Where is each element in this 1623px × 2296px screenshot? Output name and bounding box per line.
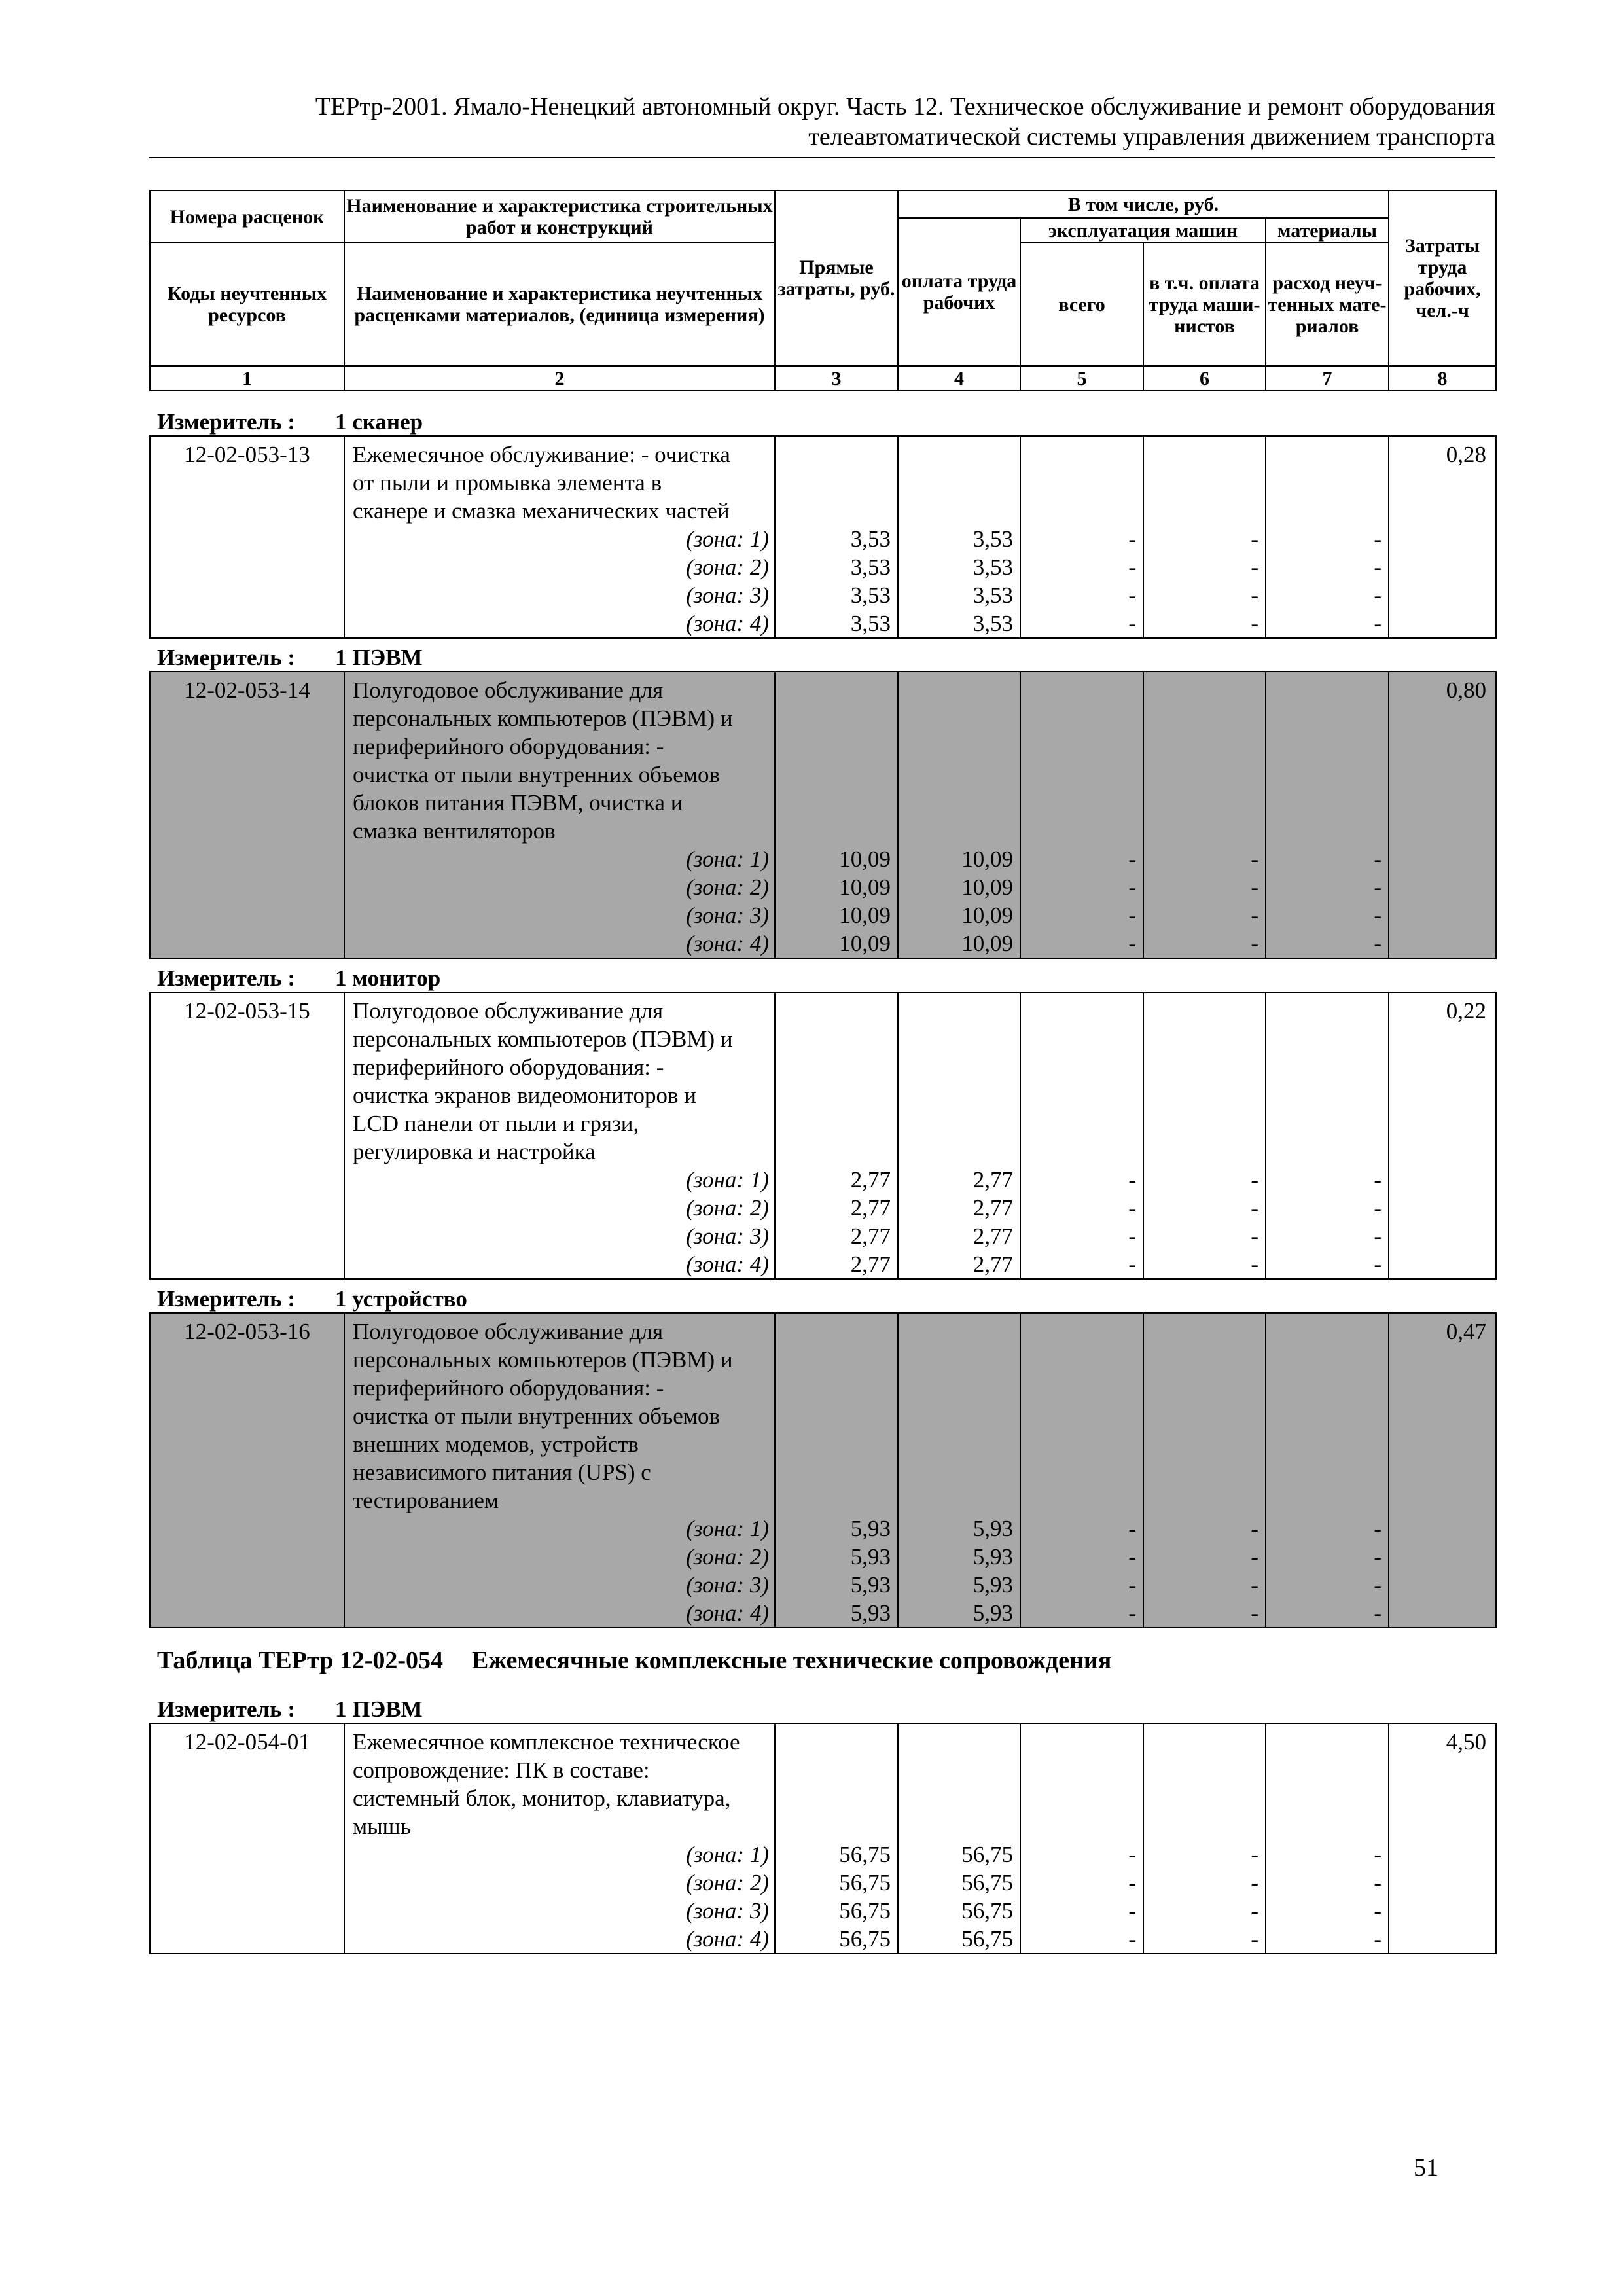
description-line: независимого питания (UPS) с	[353, 1460, 651, 1485]
machinist-pay-value: -	[1251, 874, 1258, 900]
description-line: Ежемесячное обслуживание: - очистка	[353, 442, 730, 467]
col-including: В том числе, руб.	[898, 190, 1389, 218]
machines-total	[1020, 1313, 1143, 1628]
description-line: периферийного оборудования: -	[353, 1375, 664, 1401]
rate-entry-table	[149, 671, 1497, 959]
zone-label: (зона: 2)	[686, 1195, 769, 1221]
direct-costs-value: 3,53	[850, 554, 891, 580]
description-line: внешних модемов, устройств	[353, 1431, 639, 1457]
measure-label: Измеритель :	[157, 1696, 296, 1722]
description-line: системный блок, монитор, клавиатура,	[353, 1785, 731, 1811]
direct-costs-value: 56,75	[839, 1926, 891, 1952]
direct-costs-value: 5,93	[850, 1544, 891, 1570]
machines-total	[1020, 992, 1143, 1279]
machines-total-value: -	[1128, 1926, 1136, 1952]
description-line: персональных компьютеров (ПЭВМ) и	[353, 706, 733, 731]
rate-entry-table	[149, 992, 1497, 1280]
zone-label: (зона: 4)	[686, 1600, 769, 1626]
col-materials: материалы	[1266, 218, 1389, 243]
work-description	[344, 1313, 775, 1628]
machinist-pay-value: -	[1251, 583, 1258, 608]
material-use-value: -	[1374, 1223, 1382, 1249]
machines-total-value: -	[1128, 1898, 1136, 1924]
machinist-pay-value: -	[1251, 931, 1258, 956]
machines-total-value: -	[1128, 931, 1136, 956]
machines-total-value: -	[1128, 1870, 1136, 1895]
material-use-value: -	[1374, 554, 1382, 580]
machines-total-value: -	[1128, 1544, 1136, 1570]
zone-label: (зона: 2)	[686, 1870, 769, 1895]
machinist-pay-value: -	[1251, 1195, 1258, 1221]
material-use-value: -	[1374, 1516, 1382, 1541]
machines-total-value: -	[1128, 583, 1136, 608]
running-header-line-2: телеавтоматической системы управления движением транспорта	[808, 123, 1495, 151]
machinist-pay-value: -	[1251, 526, 1258, 552]
machinist-pay-value: -	[1251, 1898, 1258, 1924]
machinist-pay-value: -	[1251, 1926, 1258, 1952]
machines-total-value: -	[1128, 526, 1136, 552]
direct-costs-value: 56,75	[839, 1842, 891, 1867]
col-num-1: 1	[150, 366, 344, 391]
worker-pay-value: 3,53	[972, 583, 1013, 608]
description-line: очистка экранов видеомониторов и	[353, 1083, 696, 1108]
direct-costs-value: 5,93	[850, 1572, 891, 1598]
header-rule	[149, 157, 1495, 158]
machines-total-value: -	[1128, 554, 1136, 580]
material-use	[1266, 672, 1389, 958]
worker-pay-value: 56,75	[961, 1842, 1013, 1867]
col-num-5: 5	[1020, 366, 1143, 391]
material-use	[1266, 1313, 1389, 1628]
machines-total-value: -	[1128, 1223, 1136, 1249]
labor-costs: 4,50	[1389, 1723, 1496, 1954]
col-material-use: расход неуч-тенных мате-риалов	[1266, 243, 1389, 366]
material-use-value: -	[1374, 1870, 1382, 1895]
col-num-6: 6	[1143, 366, 1266, 391]
rate-code: 12-02-053-16	[150, 1313, 344, 1628]
description-line: Ежемесячное комплексное техническое	[353, 1729, 740, 1755]
measure-unit: 1 устройство	[335, 1286, 467, 1312]
zone-label: (зона: 1)	[686, 1842, 769, 1867]
table-title-name: Ежемесячные комплексные технические сопровождения	[472, 1647, 1112, 1674]
machinist-pay-value: -	[1251, 1251, 1258, 1277]
description-line: периферийного оборудования: -	[353, 1054, 664, 1080]
rate-code: 12-02-053-14	[150, 672, 344, 958]
direct-costs-value: 10,09	[839, 846, 891, 872]
machinist-pay	[1143, 992, 1266, 1279]
material-use	[1266, 992, 1389, 1279]
description-line: сопровождение: ПК в составе:	[353, 1757, 650, 1783]
rate-entry-table	[149, 1312, 1497, 1628]
running-header-line-1: ТЕРтр-2001. Ямало-Ненецкий автономный округ. Часть 12. Техническое обслуживание и ремонт оборудования	[315, 93, 1495, 120]
machinist-pay	[1143, 1723, 1266, 1954]
worker-pay	[898, 1313, 1020, 1628]
machines-total-value: -	[1128, 1516, 1136, 1541]
zone-label: (зона: 2)	[686, 874, 769, 900]
machines-total-value: -	[1128, 1572, 1136, 1598]
machinist-pay-value: -	[1251, 1167, 1258, 1193]
worker-pay-value: 56,75	[961, 1926, 1013, 1952]
material-use-value: -	[1374, 1842, 1382, 1867]
machinist-pay	[1143, 672, 1266, 958]
zone-label: (зона: 4)	[686, 931, 769, 956]
worker-pay-value: 5,93	[972, 1572, 1013, 1598]
labor-costs: 0,22	[1389, 992, 1496, 1279]
machinist-pay-value: -	[1251, 846, 1258, 872]
machines-total-value: -	[1128, 846, 1136, 872]
measure-label: Измеритель :	[157, 1286, 296, 1312]
material-use-value: -	[1374, 1926, 1382, 1952]
worker-pay	[898, 672, 1020, 958]
direct-costs-value: 2,77	[850, 1223, 891, 1249]
machines-total-value: -	[1128, 903, 1136, 928]
labor-costs: 0,28	[1389, 436, 1496, 638]
zone-label: (зона: 3)	[686, 1223, 769, 1249]
table-title	[157, 1646, 1111, 1675]
worker-pay-value: 56,75	[961, 1898, 1013, 1924]
worker-pay-value: 2,77	[972, 1251, 1013, 1277]
machines-total	[1020, 1723, 1143, 1954]
material-use	[1266, 1723, 1389, 1954]
zone-label: (зона: 3)	[686, 1572, 769, 1598]
table-title-code: Таблица ТЕРтр 12-02-054	[157, 1647, 444, 1674]
material-use-value: -	[1374, 1544, 1382, 1570]
worker-pay	[898, 436, 1020, 638]
worker-pay-value: 10,09	[961, 874, 1013, 900]
worker-pay-value: 3,53	[972, 526, 1013, 552]
material-use-value: -	[1374, 611, 1382, 636]
machinist-pay-value: -	[1251, 1842, 1258, 1867]
machines-total	[1020, 672, 1143, 958]
machinist-pay-value: -	[1251, 903, 1258, 928]
material-use-value: -	[1374, 526, 1382, 552]
worker-pay-value: 10,09	[961, 903, 1013, 928]
worker-pay-value: 3,53	[972, 554, 1013, 580]
machinist-pay-value: -	[1251, 1870, 1258, 1895]
col-machines: эксплуатация машин	[1020, 218, 1266, 243]
description-line: персональных компьютеров (ПЭВМ) и	[353, 1347, 733, 1372]
measure-unit: 1 ПЭВМ	[335, 645, 423, 670]
material-use-value: -	[1374, 1572, 1382, 1598]
description-line: регулировка и настройка	[353, 1139, 596, 1164]
rate-code: 12-02-053-13	[150, 436, 344, 638]
machines-total	[1020, 436, 1143, 638]
material-use-value: -	[1374, 931, 1382, 956]
work-description	[344, 436, 775, 638]
description-line: Полугодовое обслуживание для	[353, 1319, 664, 1344]
zone-label: (зона: 4)	[686, 1251, 769, 1277]
work-description	[344, 672, 775, 958]
measure-line	[157, 1696, 423, 1723]
direct-costs-value: 56,75	[839, 1898, 891, 1924]
description-line: Полугодовое обслуживание для	[353, 998, 664, 1024]
direct-costs	[775, 992, 898, 1279]
zone-label: (зона: 3)	[686, 583, 769, 608]
material-use-value: -	[1374, 903, 1382, 928]
measure-line	[157, 965, 440, 992]
rate-code: 12-02-053-15	[150, 992, 344, 1279]
description-line: персональных компьютеров (ПЭВМ) и	[353, 1026, 733, 1052]
col-num-7: 7	[1266, 366, 1389, 391]
col-direct-costs: Прямые затраты, руб.	[775, 190, 898, 366]
worker-pay-value: 3,53	[972, 611, 1013, 636]
zone-label: (зона: 3)	[686, 903, 769, 928]
machines-total-value: -	[1128, 1167, 1136, 1193]
material-use-value: -	[1374, 874, 1382, 900]
machinist-pay-value: -	[1251, 1544, 1258, 1570]
description-line: LCD панели от пыли и грязи,	[353, 1111, 639, 1136]
col-num-2: 2	[344, 366, 775, 391]
machines-total-value: -	[1128, 874, 1136, 900]
col-resource-codes: Коды неучтенных ресурсов	[150, 243, 344, 366]
material-use-value: -	[1374, 1251, 1382, 1277]
material-use-value: -	[1374, 846, 1382, 872]
machines-total-value: -	[1128, 611, 1136, 636]
description-line: периферийного оборудования: -	[353, 734, 664, 759]
worker-pay	[898, 1723, 1020, 1954]
col-num-8: 8	[1389, 366, 1496, 391]
col-machinist-pay: в т.ч. оплата труда маши-нистов	[1143, 243, 1266, 366]
machinist-pay-value: -	[1251, 1572, 1258, 1598]
measure-label: Измеритель :	[157, 645, 296, 670]
direct-costs-value: 5,93	[850, 1600, 891, 1626]
machines-total-value: -	[1128, 1195, 1136, 1221]
material-use-value: -	[1374, 1167, 1382, 1193]
work-description	[344, 1723, 775, 1954]
worker-pay-value: 5,93	[972, 1544, 1013, 1570]
worker-pay-value: 5,93	[972, 1600, 1013, 1626]
worker-pay-value: 2,77	[972, 1167, 1013, 1193]
direct-costs-value: 10,09	[839, 931, 891, 956]
material-use-value: -	[1374, 1600, 1382, 1626]
machinist-pay-value: -	[1251, 554, 1258, 580]
worker-pay-value: 56,75	[961, 1870, 1013, 1895]
machinist-pay-value: -	[1251, 1516, 1258, 1541]
col-worker-pay: оплата труда рабочих	[898, 218, 1020, 366]
description-line: очистка от пыли внутренних объемов	[353, 762, 720, 787]
direct-costs-value: 3,53	[850, 583, 891, 608]
description-line: мышь	[353, 1814, 411, 1839]
col-work-name: Наименование и характеристика строительных работ и конструкций	[344, 190, 775, 243]
machinist-pay-value: -	[1251, 1600, 1258, 1626]
direct-costs-value: 3,53	[850, 526, 891, 552]
column-header-table	[149, 190, 1497, 391]
zone-label: (зона: 1)	[686, 1167, 769, 1193]
zone-label: (зона: 2)	[686, 1544, 769, 1570]
work-description	[344, 992, 775, 1279]
machines-total-value: -	[1128, 1600, 1136, 1626]
direct-costs-value: 10,09	[839, 903, 891, 928]
direct-costs-value: 2,77	[850, 1251, 891, 1277]
direct-costs-value: 56,75	[839, 1870, 891, 1895]
direct-costs-value: 5,93	[850, 1516, 891, 1541]
col-labor-costs: Затраты труда рабочих, чел.-ч	[1389, 190, 1496, 366]
measure-line	[157, 645, 423, 671]
running-header	[121, 92, 1495, 152]
description-line: блоков питания ПЭВМ, очистка и	[353, 790, 683, 816]
measure-unit: 1 ПЭВМ	[335, 1696, 423, 1722]
material-use-value: -	[1374, 1898, 1382, 1924]
machinist-pay	[1143, 436, 1266, 638]
machinist-pay	[1143, 1313, 1266, 1628]
measure-unit: 1 сканер	[335, 409, 423, 435]
machines-total-value: -	[1128, 1251, 1136, 1277]
description-line: сканере и смазка механических частей	[353, 498, 730, 524]
col-machines-total: всего	[1020, 243, 1143, 366]
direct-costs-value: 3,53	[850, 611, 891, 636]
worker-pay	[898, 992, 1020, 1279]
worker-pay-value: 10,09	[961, 931, 1013, 956]
worker-pay-value: 2,77	[972, 1223, 1013, 1249]
direct-costs	[775, 1723, 898, 1954]
material-use	[1266, 436, 1389, 638]
zone-label: (зона: 1)	[686, 846, 769, 872]
labor-costs: 0,80	[1389, 672, 1496, 958]
description-line: от пыли и промывка элемента в	[353, 470, 662, 495]
rate-entry-table	[149, 435, 1497, 639]
description-line: смазка вентиляторов	[353, 818, 556, 844]
measure-line	[157, 1286, 467, 1312]
col-num-4: 4	[898, 366, 1020, 391]
direct-costs-value: 2,77	[850, 1195, 891, 1221]
material-use-value: -	[1374, 1195, 1382, 1221]
material-use-value: -	[1374, 583, 1382, 608]
worker-pay-value: 5,93	[972, 1516, 1013, 1541]
measure-label: Измеритель :	[157, 409, 296, 435]
zone-label: (зона: 1)	[686, 1516, 769, 1541]
direct-costs	[775, 436, 898, 638]
col-rate-numbers: Номера расценок	[150, 190, 344, 243]
direct-costs-value: 10,09	[839, 874, 891, 900]
worker-pay-value: 2,77	[972, 1195, 1013, 1221]
col-material-name: Наименование и характеристика неучтенных расценками материалов, (единица измерения)	[344, 243, 775, 366]
page-number: 51	[1414, 2154, 1438, 2181]
measure-label: Измеритель :	[157, 965, 296, 991]
zone-label: (зона: 2)	[686, 554, 769, 580]
measure-line	[157, 409, 423, 435]
direct-costs-value: 2,77	[850, 1167, 891, 1193]
description-line: очистка от пыли внутренних объемов	[353, 1403, 720, 1429]
direct-costs	[775, 1313, 898, 1628]
description-line: тестированием	[353, 1488, 499, 1513]
machinist-pay-value: -	[1251, 1223, 1258, 1249]
rate-code: 12-02-054-01	[150, 1723, 344, 1954]
zone-label: (зона: 4)	[686, 1926, 769, 1952]
machines-total-value: -	[1128, 1842, 1136, 1867]
zone-label: (зона: 3)	[686, 1898, 769, 1924]
measure-unit: 1 монитор	[335, 965, 441, 991]
labor-costs: 0,47	[1389, 1313, 1496, 1628]
zone-label: (зона: 4)	[686, 611, 769, 636]
description-line: Полугодовое обслуживание для	[353, 677, 664, 703]
zone-label: (зона: 1)	[686, 526, 769, 552]
worker-pay-value: 10,09	[961, 846, 1013, 872]
col-num-3: 3	[775, 366, 898, 391]
machinist-pay-value: -	[1251, 611, 1258, 636]
rate-entry-table	[149, 1723, 1497, 1954]
direct-costs	[775, 672, 898, 958]
